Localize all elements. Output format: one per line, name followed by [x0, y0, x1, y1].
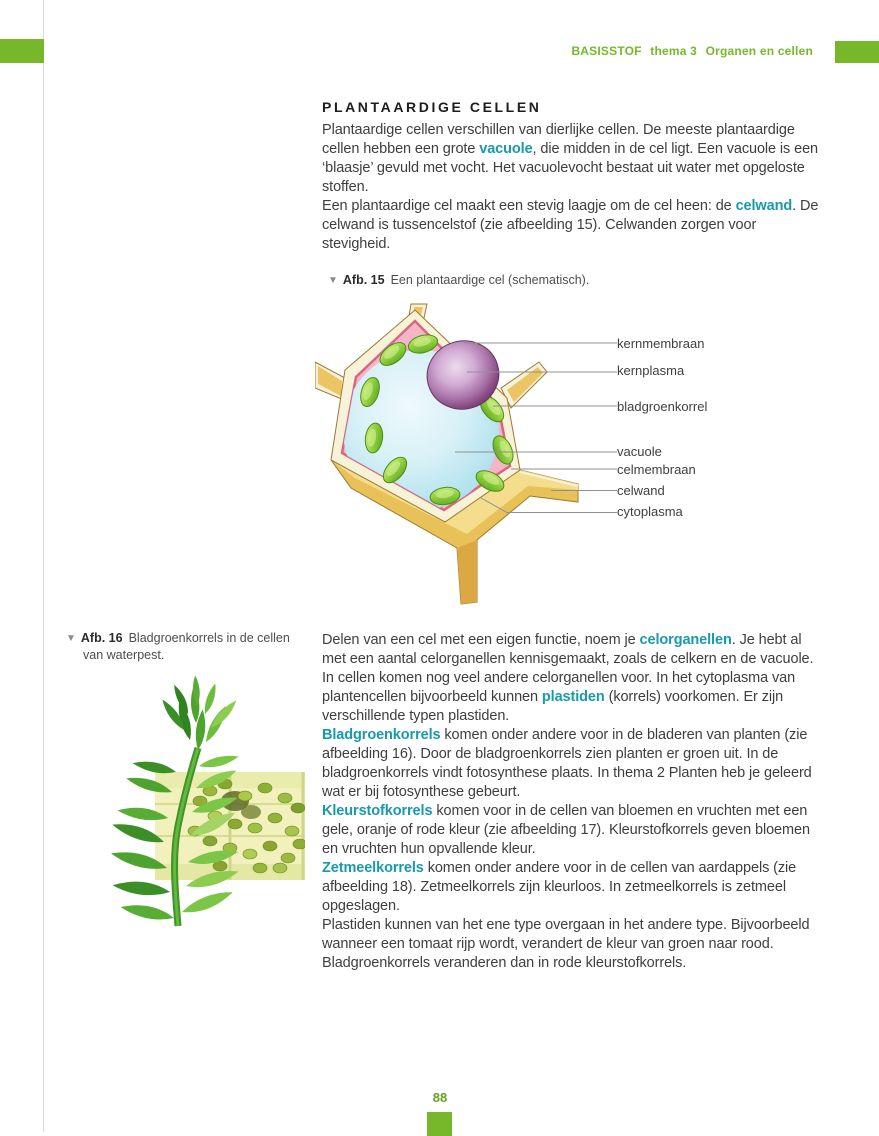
page-number: 88	[432, 1090, 448, 1105]
left-section-tab	[0, 39, 44, 63]
header-section: BASISSTOF	[571, 44, 642, 58]
figure16-caption	[66, 630, 290, 663]
label-bladgroenkorrel: bladgroenkorrel	[617, 399, 708, 414]
intro-paragraphs: Plantaardige cellen verschillen van dierlijke cellen. De meeste plantaardige cellen hebben een grote vacuole, die midden in de cel ligt. Een vacuole is een ‘blaasje’ gevuld met vocht. Het vacuolevocht bestaat uit water met opgeloste stoffen. Een plantaardige cel maakt een stevig laagje om de cel heen: de celwand. De celwand is tussencelstof (zie afbeelding 15). Celwanden zorgen voor stevigheid.	[322, 122, 819, 252]
plant-cell-illustration	[315, 302, 617, 614]
label-celmembraan: celmembraan	[617, 462, 696, 477]
label-cytoplasma: cytoplasma	[617, 504, 683, 519]
label-kernplasma: kernplasma	[617, 363, 685, 378]
caption-triangle-icon: ▼	[66, 633, 76, 644]
figure16-label: Afb. 16	[80, 631, 123, 645]
page-title: PLANTAARDIGE CELLEN	[322, 99, 542, 115]
figure15-caption	[328, 272, 748, 289]
right-section-tab	[835, 41, 879, 63]
page-edge-line	[43, 0, 44, 1132]
figure15-label: Afb. 15	[342, 273, 385, 287]
header-thema: thema 3	[650, 44, 698, 58]
running-header	[571, 44, 813, 58]
label-celwand: celwand	[617, 483, 665, 498]
figure15-plant-cell-diagram	[315, 302, 820, 614]
figure15-caption-text: Een plantaardige cel (schematisch).	[390, 273, 590, 287]
figure16-waterpest-photo	[60, 676, 305, 928]
header-chapter: Organen en cellen	[705, 44, 813, 58]
label-vacuole: vacuole	[617, 444, 662, 459]
body-paragraphs: Delen van een cel met een eigen functie, noem je celorganellen. Je hebt al met een aantal celorganellen kennisgemaakt, zoals de celkern en de vacuole. In cellen komen nog veel andere celorganellen voor. In het cytoplasma van plantencellen bijvoorbeeld kunnen plastiden (korrels) voorkomen. Er zijn verschillende typen plastiden. Bladgroenkorrels komen onder andere voor in de bladeren van planten (zie afbeelding 16). Door de bladgroenkorrels zien planten er groen uit. In de bladgroenkorrels vindt fotosynthese plaats. In thema 2 Planten heb je geleerd wat er bij fotosynthese gebeurt. Kleurstofkorrels komen voor in de cellen van bloemen en vruchten met een gele, oranje of rode kleur (zie afbeelding 17). Kleurstofkorrels geven bloemen en vruchten hun opvallende kleur. Zetmeelkorrels komen onder andere voor in de cellen van aardappels (zie afbeelding 18). Zetmeelkorrels zijn kleurloos. In zetmeelkorrels is zetmeel opgeslagen. Plastiden kunnen van het ene type overgaan in het andere type. Bijvoorbeeld wanneer een tomaat rijp wordt, verandert de kleur van groen naar rood. Bladgroenkorrels veranderen dan in rode kleurstofkorrels.	[322, 632, 814, 971]
waterpest-illustration	[60, 676, 305, 928]
footer-green-square	[427, 1112, 452, 1136]
label-kernmembraan: kernmembraan	[617, 336, 705, 351]
caption-triangle-icon: ▼	[328, 275, 338, 286]
figure16-caption-text: Bladgroenkorrels in de cellen van waterpest.	[83, 631, 290, 662]
